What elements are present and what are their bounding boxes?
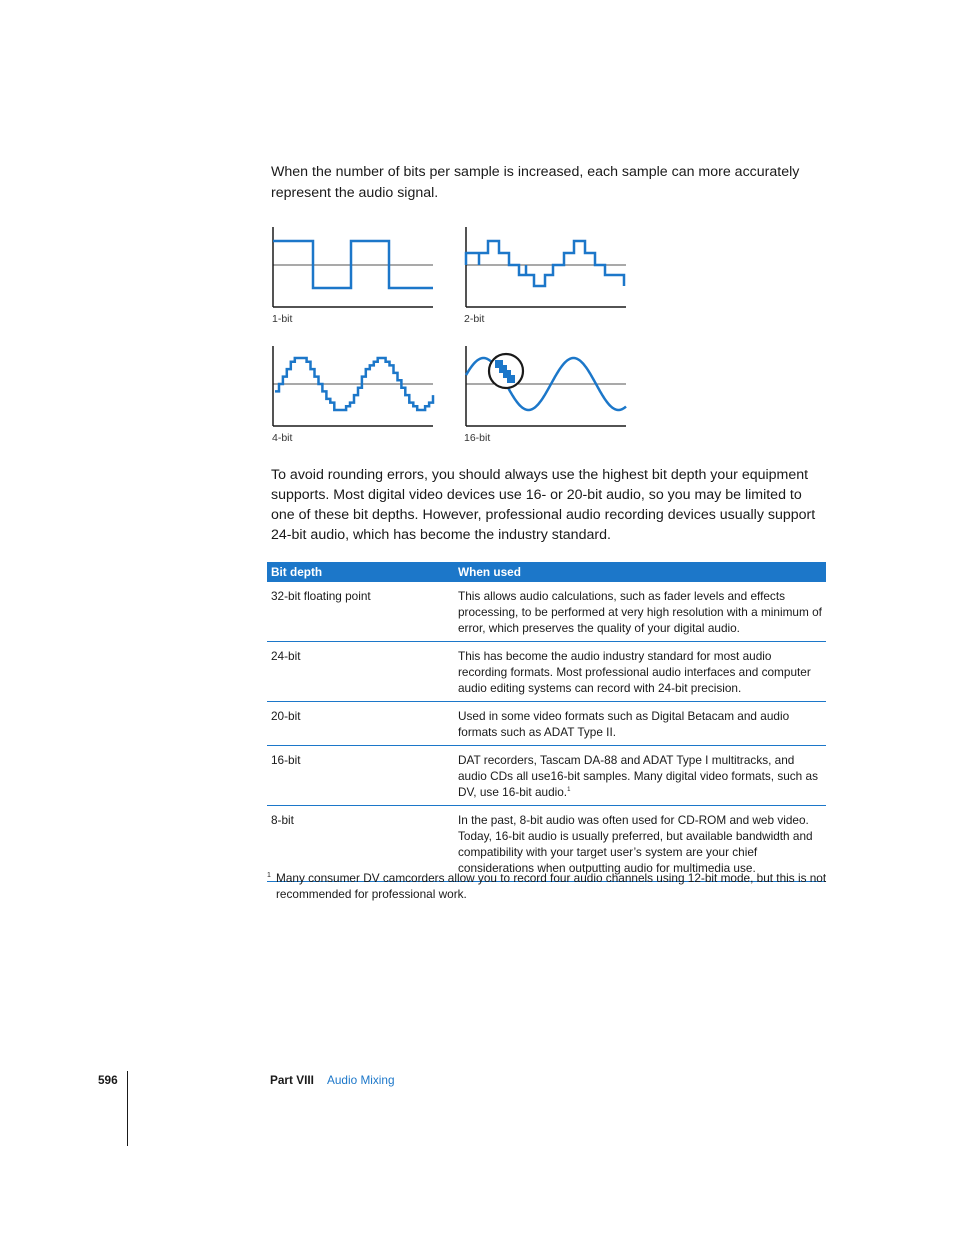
table-row [267,702,826,746]
body-paragraph: To avoid rounding errors, you should always use the highest bit depth your equipment supports. Most digital video devices use 16- or 20-bit audio, so you may be limited to one of these bit depths. However, professional audio recording devices usually support 24-bit audio, which has become the industry standard. [271,467,816,543]
footer-chapter-title[interactable]: Audio Mixing [327,1073,395,1087]
figure-label-1-bit: 1-bit [272,313,293,325]
footnote-marker: 1 [267,872,271,879]
magnifier-detail [489,354,523,388]
cell-when-used: In the past, 8-bit audio was often used for CD-ROM and web video. Today, 16-bit audio is usually preferred, but available bandwidth and compatibility with your target user’s system are your chief considerations when outputting audio for multimedia use. [454,806,826,882]
column-header-bit-depth: Bit depth [267,562,454,582]
page-number: 596 [98,1073,118,1087]
cell-bit-depth: 20-bit [267,702,454,746]
cell-when-used: This allows audio calculations, such as fader levels and effects processing, to be performed at very high resolution with a minimum of error, which preserves the quality of your digital audio. [454,582,826,642]
table-row [267,582,826,642]
footnote [267,870,827,902]
cell-bit-depth: 24-bit [267,642,454,702]
figure-label-16-bit: 16-bit [464,432,491,444]
footnote-text: Many consumer DV camcorders allow you to record four audio channels using 12-bit mode, but this is not recommended for professional work. [276,871,827,901]
footer-part-label: Part VIII [270,1073,314,1087]
footer-divider [127,1071,128,1146]
table-row [267,746,826,806]
cell-bit-depth: 16-bit [267,746,454,806]
table-header-row [267,562,826,582]
column-header-when-used: When used [454,562,826,582]
waveform-4-bit [271,346,435,428]
figure-1-bit [271,227,435,309]
cell-when-used-text: DAT recorders, Tascam DA-88 and ADAT Type I multitracks, and audio CDs all use16-bit samples. Many digital video formats, such as DV, use 16-bit audio. [458,753,818,799]
waveform-16-bit [464,346,628,428]
table-row [267,642,826,702]
intro-paragraph: When the number of bits per sample is increased, each sample can more accurately represent the audio signal. [271,164,800,201]
figure-2-bit [464,227,628,309]
figure-4-bit [271,346,435,428]
figure-label-2-bit: 2-bit [464,313,485,325]
waveform-1-bit [271,227,435,309]
quantized-wave [466,241,624,286]
waveform-2-bit [464,227,628,309]
bit-depth-table [267,562,826,882]
cell-bit-depth: 8-bit [267,806,454,882]
magnified-step [507,375,515,383]
figure-label-4-bit: 4-bit [272,432,293,444]
cell-when-used: Used in some video formats such as Digital Betacam and audio formats such as ADAT Type II. [454,702,826,746]
cell-bit-depth: 32-bit floating point [267,582,454,642]
figure-16-bit [464,346,628,428]
quantized-wave [273,241,433,288]
footnote-reference[interactable]: 1 [567,787,571,794]
cell-when-used: This has become the audio industry standard for most audio recording formats. Most professional audio interfaces and computer audio editing systems can record with 24-bit precision. [454,642,826,702]
cell-when-used [454,746,826,806]
